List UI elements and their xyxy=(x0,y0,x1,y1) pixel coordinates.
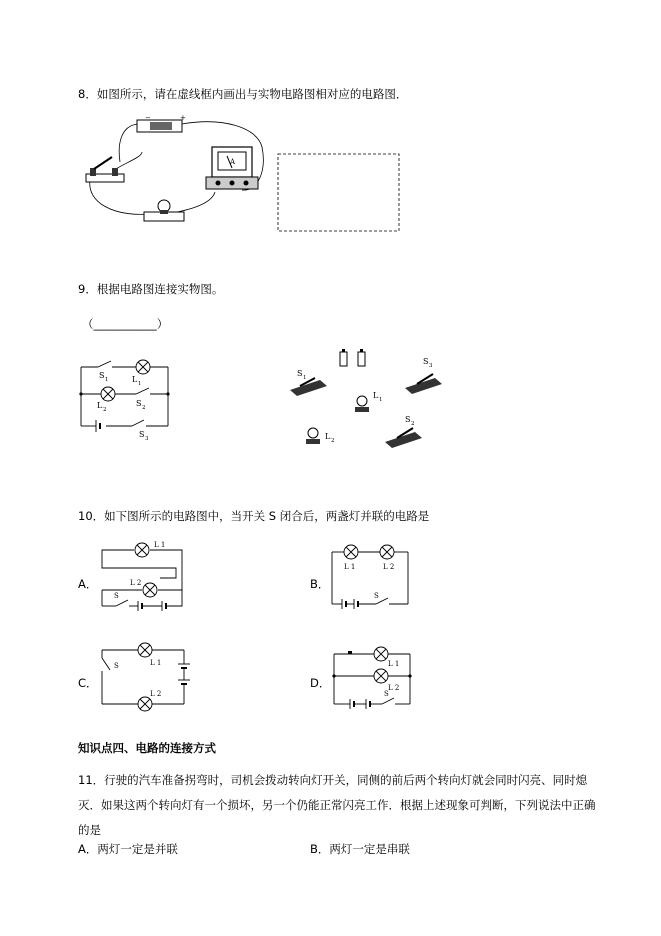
real-l2-label: L xyxy=(325,432,331,441)
real-s2-label: S xyxy=(405,415,411,424)
real-s1-label: S xyxy=(297,369,303,378)
schematic-s1-sub: 1 xyxy=(105,377,109,383)
q10-option-a-letter[interactable]: A． xyxy=(78,577,98,591)
question-8-text: 8．如图所示，请在虚线框内画出与实物电路图相对应的电路图． xyxy=(78,87,408,101)
q10-option-c-letter[interactable]: C． xyxy=(78,676,98,690)
real-s1-sub: 1 xyxy=(303,375,307,381)
real-s2-sub: 2 xyxy=(411,421,415,427)
option-a-l1-label: L 1 xyxy=(154,541,166,549)
q10-option-d-circuit[interactable] xyxy=(330,644,414,716)
schematic-l2-label: L xyxy=(97,401,103,410)
q8-physical-circuit-figure xyxy=(82,112,272,232)
schematic-s2-label: S xyxy=(136,399,142,408)
question-11-text: 11．行驶的汽车准备拐弯时，司机会拨动转向灯开关，同侧的前后两个转向灯就会同时闪亮、同时熄灭．如果这两个转向灯有一个损坏，另一个仍能正常闪亮工作．根据上述现象可判断，下列说法中正确的是 xyxy=(78,773,596,837)
question-10-text: 10．如下图所示的电路图中，当开关 S 闭合后，两盏灯并联的电路是 xyxy=(78,509,430,523)
q8-answer-box[interactable] xyxy=(277,153,401,233)
option-c-s-label: S xyxy=(114,662,119,670)
option-d-l1-label: L 1 xyxy=(388,660,400,668)
q9-real-objects-figure xyxy=(285,346,455,454)
question-9-text: 9．根据电路图连接实物图。 xyxy=(78,282,224,296)
option-c-l2-label: L 2 xyxy=(150,690,162,698)
real-l1-sub: 1 xyxy=(379,397,383,403)
q10-option-c-circuit[interactable] xyxy=(98,640,194,714)
option-c-l1-label: L 1 xyxy=(150,659,162,667)
real-s3-sub: 3 xyxy=(429,363,433,369)
option-d-s-label: S xyxy=(384,690,389,698)
q9-answer-blank[interactable]: （___________） xyxy=(82,317,169,331)
real-l2-sub: 2 xyxy=(331,438,335,444)
schematic-s3-label: S xyxy=(139,430,145,439)
q10-option-b-circuit[interactable] xyxy=(328,540,412,614)
option-b-s-label: S xyxy=(374,592,379,600)
q10-option-b-letter[interactable]: B． xyxy=(310,577,330,591)
q9-schematic-figure xyxy=(76,354,176,442)
schematic-l1-label: L xyxy=(132,375,138,384)
real-s3-label: S xyxy=(423,357,429,366)
q11-option-a[interactable]: A．两灯一定是并联 xyxy=(78,842,178,856)
battery-plus-sign: + xyxy=(180,114,186,122)
q11-option-b[interactable]: B．两灯一定是串联 xyxy=(310,842,410,856)
ammeter-label: A xyxy=(230,158,236,166)
battery-minus-sign: − xyxy=(145,114,151,122)
q10-option-a-circuit[interactable] xyxy=(98,540,190,614)
option-d-l2-label: L 2 xyxy=(388,684,400,692)
schematic-s1-label: S xyxy=(99,371,105,380)
schematic-s2-sub: 2 xyxy=(142,405,146,411)
section-heading: 知识点四、电路的连接方式 xyxy=(78,741,216,755)
option-b-l2-label: L 2 xyxy=(383,563,395,571)
real-l1-label: L xyxy=(373,391,379,400)
option-a-s-label: S xyxy=(114,592,119,600)
schematic-l1-sub: 1 xyxy=(138,381,142,387)
option-a-l2-label: L 2 xyxy=(130,579,142,587)
schematic-l2-sub: 2 xyxy=(103,407,107,413)
schematic-s3-sub: 3 xyxy=(145,436,149,442)
q10-option-d-letter[interactable]: D． xyxy=(310,676,331,690)
option-b-l1-label: L 1 xyxy=(344,563,356,571)
